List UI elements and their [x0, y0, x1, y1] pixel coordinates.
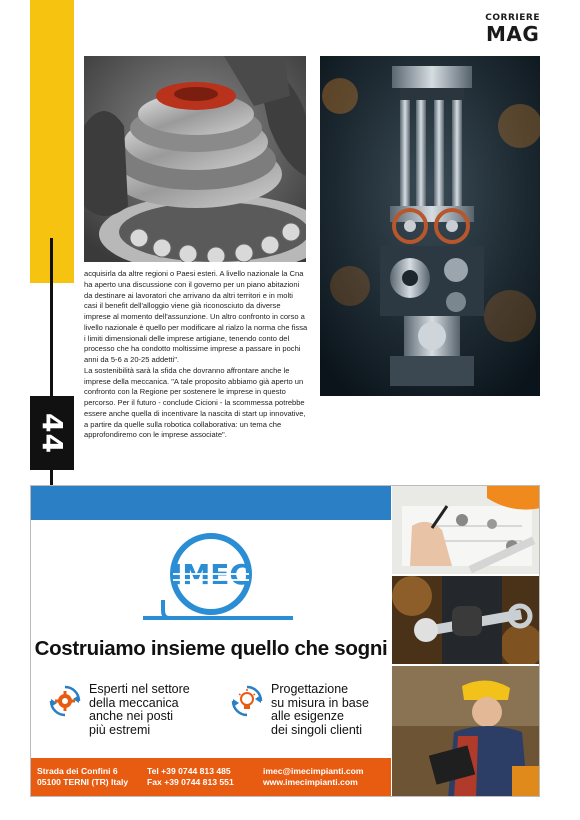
photo-bearing-assembly	[84, 56, 306, 262]
email-link[interactable]: imec@imecimpianti.com	[263, 766, 364, 776]
article-paragraph: acquisirla da altre regioni o Paesi esteri. A livello nazionale la Cna ha aperto una discussione con il governo per un piano abitazioni da destinare ai lavoratori che arrivano da altri territori e in molti casi il benefit dell'alloggio viene già riconosciuto da diverse imprese al momento dell'assunzione. Un altro confronto in corso a livello nazionale è quello per modificare al rialzo la norma che fissa i limiti dimensionali delle imprese artigiane, tenendo conto del processo che ha condotto moltissime imprese a passare in pochi anni da 5-6 a 20-25 addetti".	[84, 269, 308, 364]
footer-address	[37, 766, 128, 788]
photo-mechanical-engine	[320, 56, 540, 396]
footer-web	[263, 766, 364, 788]
feature-expertise-text	[89, 683, 190, 737]
ad-photo-wrench-worker	[392, 576, 540, 664]
feature-expertise	[49, 683, 190, 737]
page-number-box	[30, 396, 74, 470]
feature-line: anche nei posti	[89, 709, 174, 723]
footer-phones	[147, 766, 234, 788]
imec-brand-text: IMEC	[172, 558, 250, 591]
feature-line: Progettazione	[271, 682, 349, 696]
gear-cycle-icon	[49, 685, 81, 717]
article-paragraph: La sostenibilità sarà la sfida che dovranno affrontare anche le imprese della meccanica. "A tale proposito abbiamo già aperto un confronto con la Regione per sostenere le imprese in questo percorso. Per il futuro - conclude Cicioni - la scommessa potrebbe essere anche quella di incentivare la nascita di start up innovative, a partire da quelle sulla robotica collaborativa: un tema che approfondiremo con le imprese associate".	[84, 365, 306, 440]
website-link[interactable]: www.imecimpianti.com	[263, 777, 358, 787]
address-line: 05100 TERNI (TR) Italy	[37, 777, 129, 787]
feature-line: Esperti nel settore	[89, 682, 190, 696]
phone-line: Tel +39 0744 813 485	[147, 766, 231, 776]
page-number: 44	[35, 412, 69, 454]
ad-contact-footer	[31, 758, 391, 796]
magazine-logo	[485, 14, 540, 44]
address-line: Strada dei Confini 6	[37, 766, 118, 776]
fax-line: Fax +39 0744 813 551	[147, 777, 234, 787]
imec-advertisement	[30, 485, 540, 797]
feature-custom-design-text	[271, 683, 369, 737]
ad-photo-engineer-tablet	[392, 666, 540, 797]
lightbulb-cycle-icon	[231, 685, 263, 717]
feature-line: più estremi	[89, 722, 151, 737]
logo-bottom-text: MAG	[486, 22, 540, 46]
article-body	[84, 269, 308, 441]
feature-line: dei singoli clienti	[271, 722, 363, 737]
feature-line: alle esigenze	[271, 709, 344, 723]
ad-photo-technical-drawing	[392, 486, 540, 574]
logo-top-text: CORRIERE	[485, 13, 540, 23]
ad-blue-band	[31, 486, 391, 520]
feature-line: della meccanica	[89, 695, 179, 710]
imec-logo	[133, 530, 303, 630]
feature-line: su misura in base	[271, 695, 369, 710]
ad-slogan: Costruiamo insieme quello che sogni	[34, 637, 388, 660]
feature-custom-design	[231, 683, 369, 737]
